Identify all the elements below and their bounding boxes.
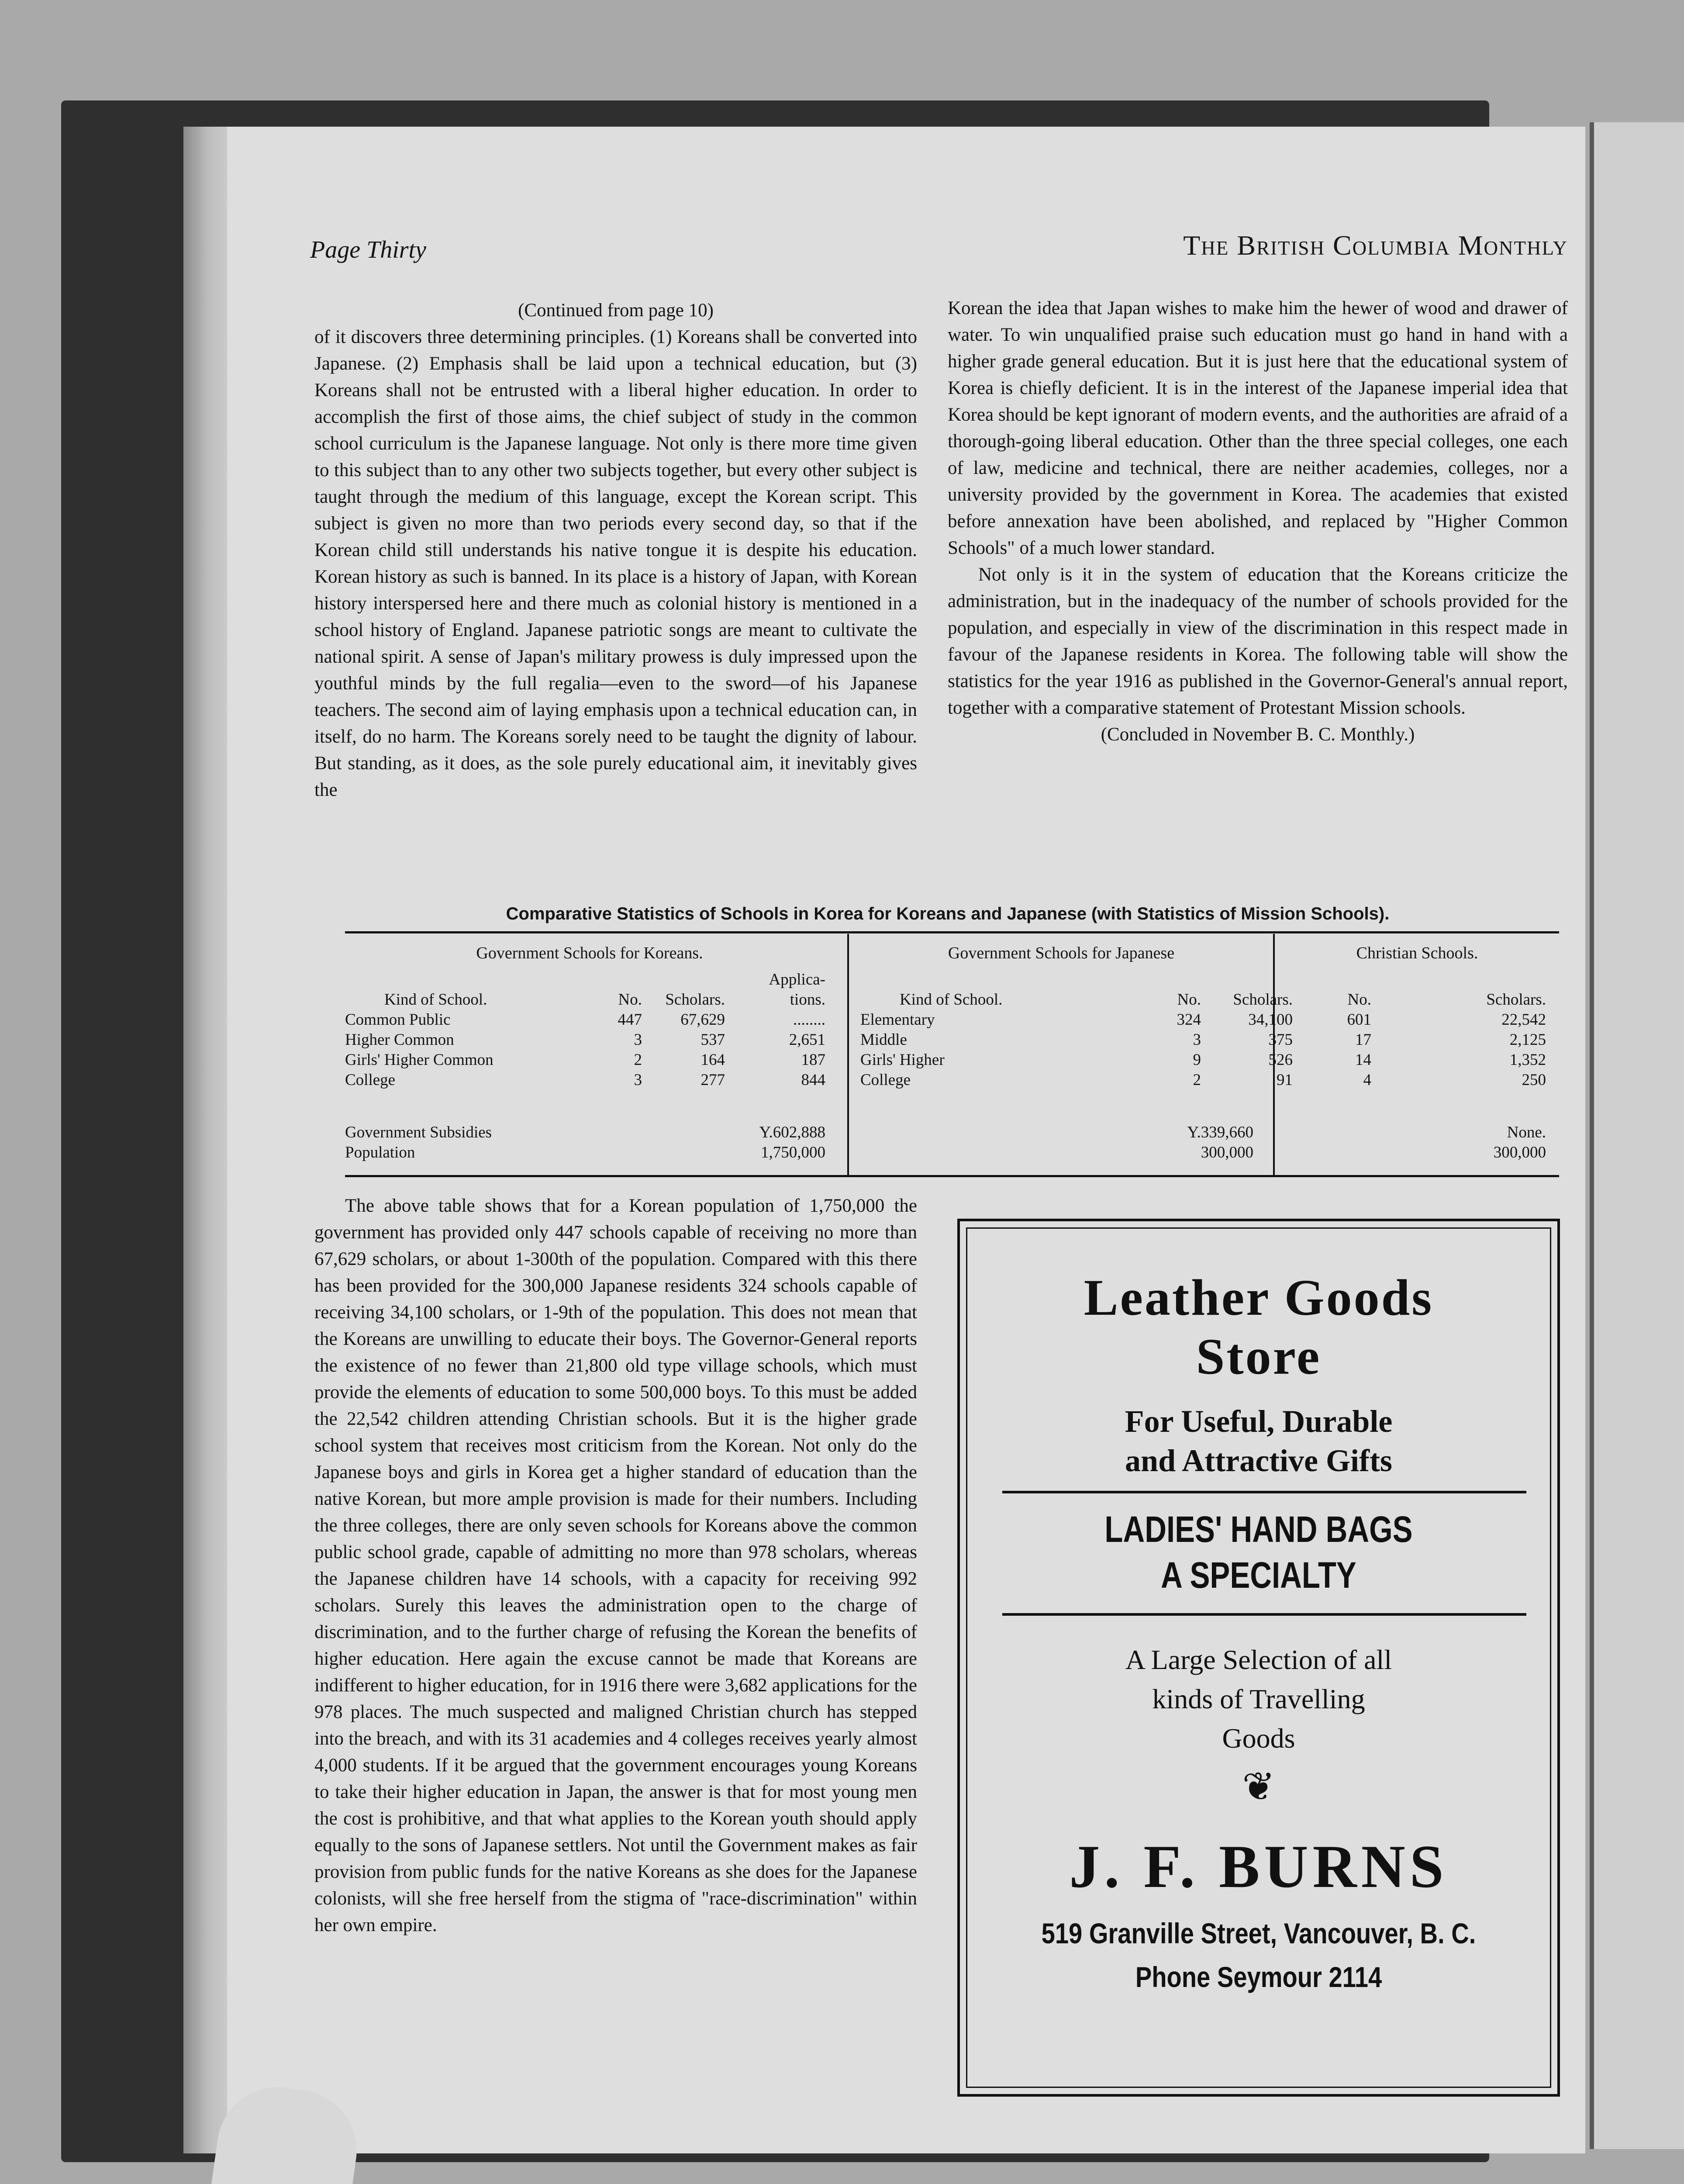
col-header: Scholars. [1486, 991, 1546, 1009]
ad-subheading: and Attractive Gifts [1125, 1443, 1392, 1478]
table-row [1288, 1010, 1546, 1030]
group-heading-japanese: Government Schools for Japanese [948, 944, 1175, 962]
subsidies-value: Y.339,660 [1187, 1123, 1253, 1141]
cell-kind: Middle [860, 1031, 907, 1049]
table-row [860, 1070, 1293, 1090]
cell-no: 3 [1193, 1031, 1201, 1049]
cell-scholars: 526 [1268, 1051, 1293, 1069]
ad-selection-text: A Large Selection of all [1125, 1644, 1392, 1675]
col-header: Scholars. [1233, 991, 1293, 1009]
facing-page-edge [1590, 122, 1684, 2149]
cell-scholars: 375 [1268, 1031, 1293, 1049]
population-value: 300,000 [1201, 1144, 1253, 1161]
cell-no: 3 [634, 1031, 642, 1049]
cell-no: 14 [1355, 1051, 1371, 1069]
table-row [345, 1010, 825, 1030]
cell-kind: Common Public [345, 1011, 451, 1029]
ad-specialty: LADIES' HAND BAGS [1104, 1509, 1413, 1550]
population-value: 300,000 [1493, 1144, 1546, 1161]
population-label: Population [345, 1144, 415, 1161]
page-number: Page Thirty [310, 236, 426, 263]
table-rule [345, 931, 1559, 933]
cell-scholars: 22,542 [1501, 1011, 1546, 1029]
article-column-left-top [314, 297, 917, 803]
cell-no: 3 [634, 1071, 642, 1089]
cell-applications: ........ [793, 1011, 825, 1029]
statistics-table [336, 904, 1559, 1184]
ad-divider [1002, 1613, 1526, 1616]
article-paragraph: Not only is it in the system of education that the Koreans criticize the administration, but in the inadequacy of the number of schools provided for the population, and especially in view of the discrimination in this respect made in favour of the Japanese residents in Korea. The following table will show the statistics for the year 1916 as published in the Governor-General's annual report, together with a comparative statement of Protestant Mission schools. [948, 564, 1568, 718]
cell-no: 9 [1193, 1051, 1201, 1069]
japanese-schools-table [860, 990, 1293, 1090]
table-row [345, 1070, 825, 1090]
subsidies-label: Government Subsidies [345, 1123, 492, 1141]
running-title: The British Columbia Monthly [1183, 230, 1568, 261]
leather-goods-advertisement [957, 1219, 1560, 2097]
ad-headline: Store [1196, 1328, 1322, 1385]
ad-subheading: For Useful, Durable [1125, 1404, 1393, 1439]
cell-no: 2 [634, 1051, 642, 1069]
christian-schools-table [1288, 990, 1546, 1090]
ad-selection-text: kinds of Travelling [1152, 1683, 1365, 1714]
table-rule [345, 1175, 1559, 1177]
cell-no: 324 [1177, 1011, 1201, 1029]
table-row [860, 1010, 1293, 1030]
group-heading-christian: Christian Schools. [1356, 944, 1478, 962]
cell-kind: Higher Common [345, 1031, 454, 1049]
table-row [1288, 1070, 1546, 1090]
subsidies-value: None. [1507, 1123, 1546, 1141]
ad-specialty: A SPECIALTY [1161, 1555, 1356, 1596]
table-row [860, 1030, 1293, 1050]
concluded-note: (Concluded in November B. C. Monthly.) [1101, 724, 1415, 745]
cell-no: 2 [1193, 1071, 1201, 1089]
cell-applications: 187 [801, 1051, 825, 1069]
table-row [345, 1050, 825, 1070]
col-header: tions. [790, 991, 825, 1009]
article-column-left-bottom [314, 1192, 917, 1939]
cell-scholars: 164 [701, 1051, 725, 1069]
cell-kind: College [860, 1071, 911, 1089]
article-column-right-top [948, 295, 1568, 748]
korean-schools-table [345, 970, 825, 1090]
col-header: No. [618, 991, 642, 1009]
ad-merchant-name: J. F. BURNS [1069, 1833, 1448, 1901]
col-header: Scholars. [665, 991, 725, 1009]
col-header: Applica- [769, 971, 825, 988]
cell-scholars: 537 [701, 1031, 725, 1049]
cell-scholars: 1,352 [1509, 1051, 1546, 1069]
cell-scholars: 2,125 [1509, 1031, 1546, 1049]
japanese-totals [860, 1123, 1253, 1163]
cell-scholars: 250 [1522, 1071, 1546, 1089]
cell-no: 17 [1355, 1031, 1371, 1049]
ad-inner-border [966, 1227, 1551, 2088]
article-paragraph: Korean the idea that Japan wishes to make him the hewer of wood and drawer of water. To win unqualified praise such education must go hand in hand with a higher grade general education. But it is just here that the educational system of Korea is chiefly deficient. It is in the interest of the Japanese imperial idea that Korea should be kept ignorant of modern events, and the authorities are afraid of a thorough-going liberal education. Other than the three special colleges, one each of law, medicine and technical, there are neither academies, colleges, nor a university provided by the government in Korea. The academies that existed before annexation have been abolished, and replaced by "Higher Common Schools" of a much lower standard. [948, 298, 1568, 558]
article-paragraph: The above table shows that for a Korean population of 1,750,000 the government has provided only 447 schools capable of receiving no more than 67,629 scholars, or about 1-300th of the population. Compared with this there has been provided for the 300,000 Japanese residents 324 schools capable of receiving 34,100 scholars, or 1-9th of the population. This does not mean that the Koreans are unwilling to educate their boys. The Governor-General reports the existence of no fewer than 21,800 old type village schools, which must provide the elements of education to some 500,000 boys. To this must be added the 22,542 children attending Christian schools. But it is the higher grade school system that receives most criticism from the Korean. Not only do the Japanese boys and girls in Korea get a higher standard of education than the native Korean, but more ample provision is made for their numbers. Including the three colleges, there are only seven schools for Koreans above the common public school grade, capable of admitting no more than 978 scholars, whereas the Japanese children have 14 schools, with a capacity for receiving 992 scholars. Surely this leaves the administration open to the charge of discrimination, and to the further charge of refusing the Korean the benefits of higher education. Here again the excuse cannot be made that Koreans are indifferent to higher education, for in 1916 there were 3,682 applications for the 978 places. The much suspected and maligned Christian church has stepped into the breach, and with its 31 academies and 4 colleges receives yearly almost 4,000 students. If it be argued that the government encourages young Koreans to take their higher education in Japan, the answer is that for most young men the cost is prohibitive, and that what applies to the Korean youth should apply equally to the sons of Japanese settlers. Not until the Government makes as fair provision from public funds for the native Koreans as she does for the Japanese colonists, will she free herself from the stigma of "race-discrimination" within her own empire. [314, 1196, 917, 1935]
korean-totals [345, 1123, 825, 1163]
table-row [1288, 1030, 1546, 1050]
ad-address: 519 Granville Street, Vancouver, B. C. [1041, 1917, 1476, 1949]
cell-applications: 844 [801, 1071, 825, 1089]
cell-applications: 2,651 [789, 1031, 825, 1049]
cell-kind: Girls' Higher Common [345, 1051, 493, 1069]
cell-scholars: 67,629 [680, 1011, 725, 1029]
col-header: Kind of School. [900, 991, 1003, 1009]
ornament-icon: ❦ [1242, 1766, 1275, 1809]
ad-phone: Phone Seymour 2114 [1135, 1961, 1382, 1993]
cell-no: 4 [1363, 1071, 1371, 1089]
cell-kind: Elementary [860, 1011, 935, 1029]
cell-scholars: 91 [1277, 1071, 1293, 1089]
magazine-page [227, 127, 1585, 2153]
table-row [345, 1030, 825, 1050]
group-heading-korean: Government Schools for Koreans. [476, 944, 703, 962]
cell-scholars: 277 [701, 1071, 725, 1089]
cell-kind: College [345, 1071, 396, 1089]
cell-kind: Girls' Higher [860, 1051, 945, 1069]
ad-selection-text: Goods [1222, 1723, 1295, 1754]
continued-note: (Continued from page 10) [518, 300, 714, 321]
table-row [860, 1050, 1293, 1070]
ad-divider [1002, 1491, 1526, 1493]
article-paragraph: of it discovers three determining principles. (1) Koreans shall be converted into Japanese. (2) Emphasis shall be laid upon a technical education, but (3) Koreans shall not be entrusted with a liberal higher education. In order to accomplish the first of those aims, the chief subject of study in the common school curriculum is the Japanese language. Not only is there more time given to this subject than to any other two subjects together, but every other subject is taught through the medium of this language, except the Korean script. This subject is given no more than two periods every second day, so that if the Korean child still understands his native tongue it is despite his education. Korean history as such is banned. In its place is a history of Japan, with Korean history interspersed here and there much as colonial history is mentioned in a school history of England. Japanese patriotic songs are meant to cultivate the national spirit. A sense of Japan's military prowess is duly impressed upon the youthful minds by the full regalia—even to the sword—of his Japanese teachers. The second aim of laying emphasis upon a technical education can, in itself, do no harm. The Koreans sorely need to be taught the dignity of labour. But standing, as it does, as the sole purely educational aim, it inevitably gives the [314, 327, 917, 800]
col-header: Kind of School. [384, 991, 487, 1009]
cell-scholars: 34,100 [1248, 1011, 1293, 1029]
subsidies-value: Y.602,888 [759, 1123, 825, 1141]
table-row [1288, 1050, 1546, 1070]
col-header: No. [1347, 991, 1371, 1009]
christian-totals [1288, 1123, 1546, 1163]
cell-no: 601 [1347, 1011, 1371, 1029]
cell-no: 447 [618, 1011, 642, 1029]
table-divider [847, 934, 849, 1175]
col-header: No. [1177, 991, 1201, 1009]
table-title: Comparative Statistics of Schools in Korea for Koreans and Japanese (with Statistics of Mission Schools). [506, 904, 1390, 923]
ad-headline: Leather Goods [1084, 1269, 1434, 1326]
population-value: 1,750,000 [761, 1144, 825, 1161]
